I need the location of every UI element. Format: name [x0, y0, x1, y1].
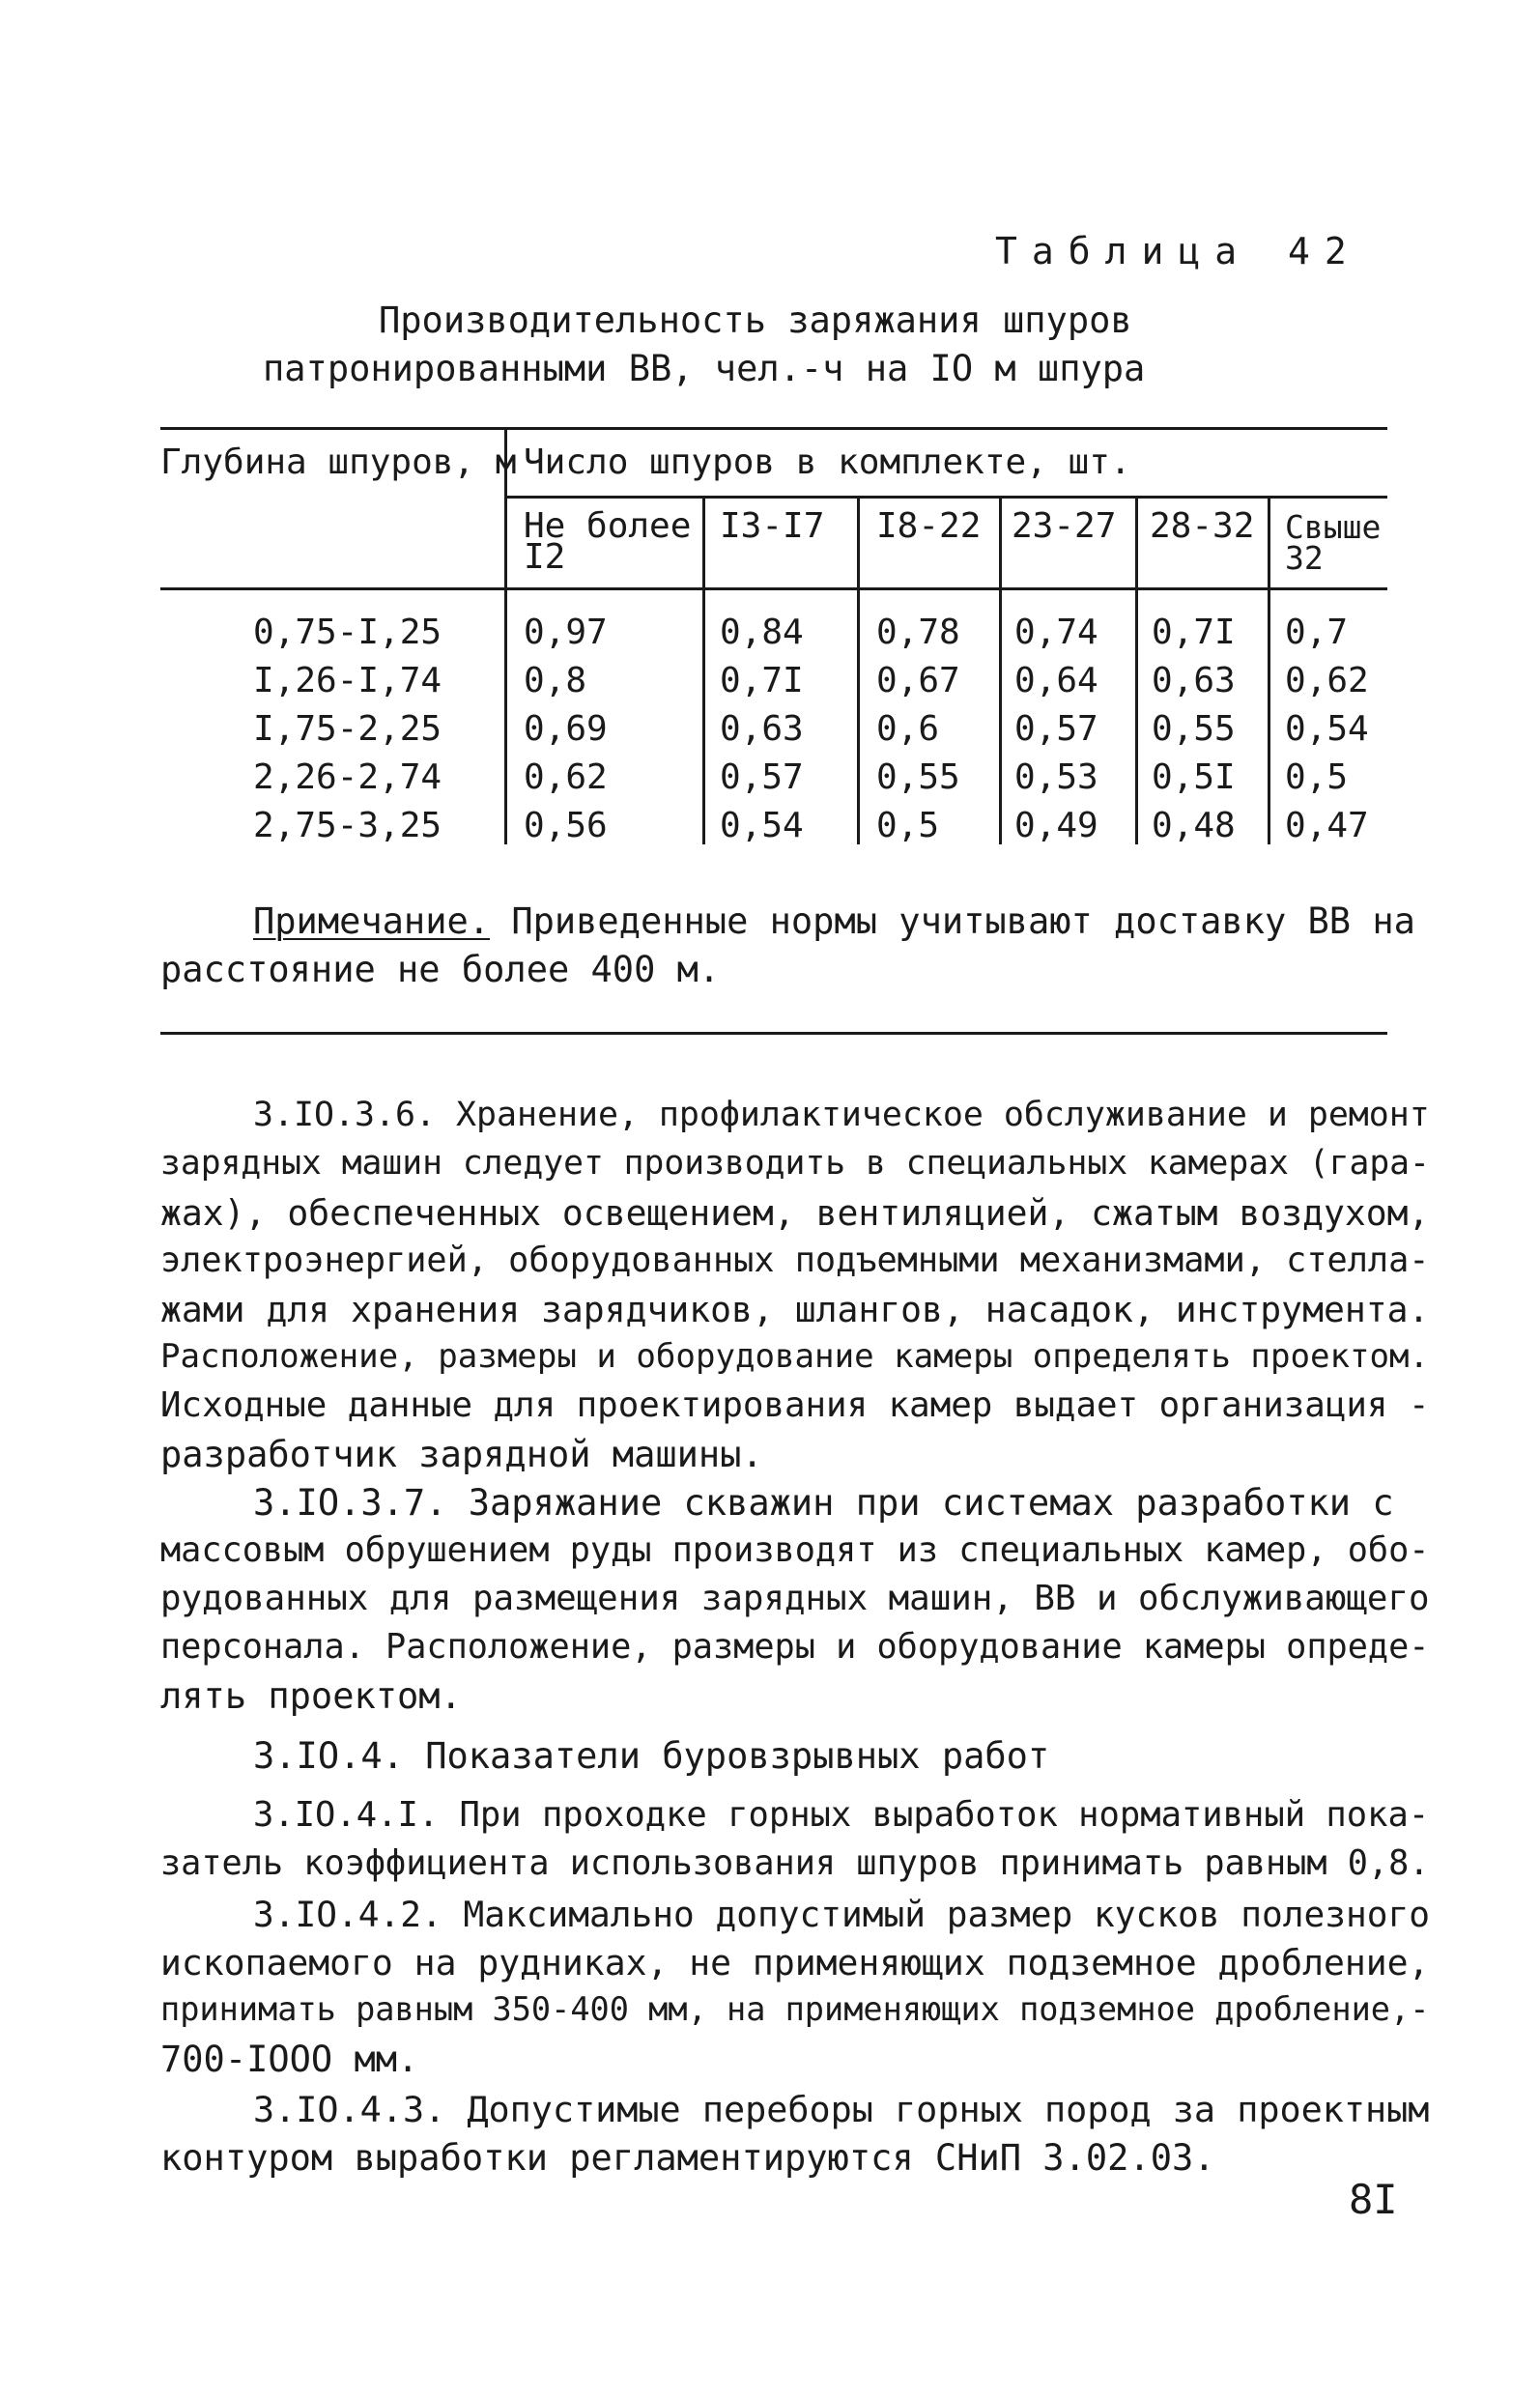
- col-header: Не более: [524, 506, 692, 546]
- col-header: I3-I7: [720, 506, 825, 546]
- value-cell: 0,5: [876, 806, 940, 845]
- value-cell: 0,69: [524, 709, 608, 749]
- page-number: 8I: [1349, 2176, 1398, 2223]
- value-cell: 0,63: [1152, 661, 1236, 700]
- value-cell: 0,78: [876, 613, 960, 652]
- text-line: 700-IOOO мм.: [160, 2039, 419, 2080]
- col-header: 28-32: [1150, 506, 1255, 546]
- col-divider: [1135, 496, 1138, 844]
- value-cell: 0,84: [720, 613, 804, 652]
- section-heading-3-10-4: 3.IO.4. Показатели буровзрывных работ: [253, 1735, 1050, 1777]
- text-line: 3.IO.4.I. При проходке горных выработок нормативный пока-: [253, 1795, 1430, 1835]
- depth-cell: 0,75-I,25: [253, 613, 442, 652]
- value-cell: 0,54: [1285, 709, 1369, 749]
- table-note-line2: расстояние не более 400 м.: [160, 949, 721, 990]
- value-cell: 0,5I: [1152, 757, 1236, 797]
- table-note-line1: [253, 900, 1415, 942]
- table-header-rule: [160, 587, 1387, 590]
- depth-cell: 2,26-2,74: [253, 757, 442, 797]
- col-divider: [1268, 496, 1270, 844]
- note-text: Приведенные нормы учитывают доставку ВВ на: [490, 900, 1415, 942]
- text-line: жах), обеспеченных освещением, вентиляцией, сжатым воздухом,: [160, 1192, 1430, 1234]
- text-line: персонала. Расположение, размеры и оборудование камеры опреде-: [160, 1627, 1430, 1667]
- text-line: зарядных машин следует производить в специальных камерах (гара-: [160, 1144, 1430, 1183]
- value-cell: 0,63: [720, 709, 804, 749]
- value-cell: 0,6: [876, 709, 940, 749]
- value-cell: 0,56: [524, 806, 608, 845]
- col-header-line2: 32: [1285, 539, 1324, 577]
- value-cell: 0,7I: [720, 661, 804, 700]
- text-line: Исходные данные для проектирования камер выдает организация -: [160, 1385, 1430, 1425]
- text-line: рудованных для размещения зарядных машин, ВВ и обслуживающего: [160, 1579, 1430, 1618]
- value-cell: 0,62: [1285, 661, 1369, 700]
- text-line: 3.IO.3.7. Заряжание скважин при системах разработки с: [253, 1482, 1394, 1524]
- value-cell: 0,62: [524, 757, 608, 797]
- depth-cell: I,26-I,74: [253, 661, 442, 700]
- value-cell: 0,67: [876, 661, 960, 700]
- col-header: 23-27: [1012, 506, 1117, 546]
- value-cell: 0,64: [1014, 661, 1098, 700]
- table-title-line1: Производительность заряжания шпуров: [379, 300, 1132, 341]
- col-divider: [857, 496, 860, 844]
- table-title-line2: патронированными ВВ, чел.-ч на IO м шпура: [263, 348, 1146, 389]
- value-cell: 0,53: [1014, 757, 1098, 797]
- text-line: контуром выработки регламентируются СНиП 3.02.03.: [160, 2137, 1215, 2179]
- header-depth: Глубина шпуров, м: [160, 442, 517, 482]
- col-divider: [504, 427, 507, 844]
- value-cell: 0,57: [1014, 709, 1098, 749]
- text-line: жами для хранения зарядчиков, шлангов, насадок, инструмента.: [160, 1289, 1430, 1330]
- value-cell: 0,5: [1285, 757, 1349, 797]
- value-cell: 0,55: [876, 757, 960, 797]
- text-line: разработчик зарядной машины.: [160, 1434, 763, 1475]
- value-cell: 0,55: [1152, 709, 1236, 749]
- text-line: ископаемого на рудниках, не применяющих подземное дробление,: [160, 1942, 1430, 1983]
- section-divider: [160, 1032, 1387, 1035]
- col-divider: [999, 496, 1002, 844]
- value-cell: 0,8: [524, 661, 587, 700]
- col-header: I8-22: [876, 506, 982, 546]
- table-subheader-rule: [504, 496, 1387, 499]
- text-line: 3.IO.4.3. Допустимые переборы горных пород за проектным: [253, 2089, 1430, 2130]
- table-caption: Таблица 42: [995, 230, 1361, 272]
- value-cell: 0,54: [720, 806, 804, 845]
- text-line: 3.IO.4.2. Максимально допустимый размер кусков полезного: [253, 1894, 1430, 1935]
- text-line: электроэнергией, оборудованных подъемными механизмами, стелла-: [160, 1241, 1430, 1280]
- text-line: принимать равным 350-400 мм, на применяющих подземное дробление,-: [160, 1990, 1430, 2028]
- text-line: Расположение, размеры и оборудование камеры определять проектом.: [160, 1337, 1430, 1376]
- value-cell: 0,7I: [1152, 613, 1236, 652]
- text-line: 3.IO.3.6. Хранение, профилактическое обслуживание и ремонт: [253, 1096, 1430, 1134]
- value-cell: 0,97: [524, 613, 608, 652]
- note-label: Примечание.: [253, 900, 491, 942]
- col-header: Свыше: [1285, 508, 1382, 546]
- value-cell: 0,49: [1014, 806, 1098, 845]
- text-line: лять проектом.: [160, 1675, 462, 1717]
- depth-cell: I,75-2,25: [253, 709, 442, 749]
- text-line: массовым обрушением руды производят из специальных камер, обо-: [160, 1530, 1430, 1570]
- value-cell: 0,48: [1152, 806, 1236, 845]
- value-cell: 0,7: [1285, 613, 1349, 652]
- col-header-line2: I2: [524, 537, 566, 577]
- value-cell: 0,57: [720, 757, 804, 797]
- value-cell: 0,74: [1014, 613, 1098, 652]
- value-cell: 0,47: [1285, 806, 1369, 845]
- text-line: затель коэффициента использования шпуров принимать равным 0,8.: [160, 1843, 1430, 1883]
- header-hole-count: Число шпуров в комплекте, шт.: [524, 442, 1131, 482]
- depth-cell: 2,75-3,25: [253, 806, 442, 845]
- table-top-rule: [160, 427, 1387, 430]
- col-divider: [702, 496, 705, 844]
